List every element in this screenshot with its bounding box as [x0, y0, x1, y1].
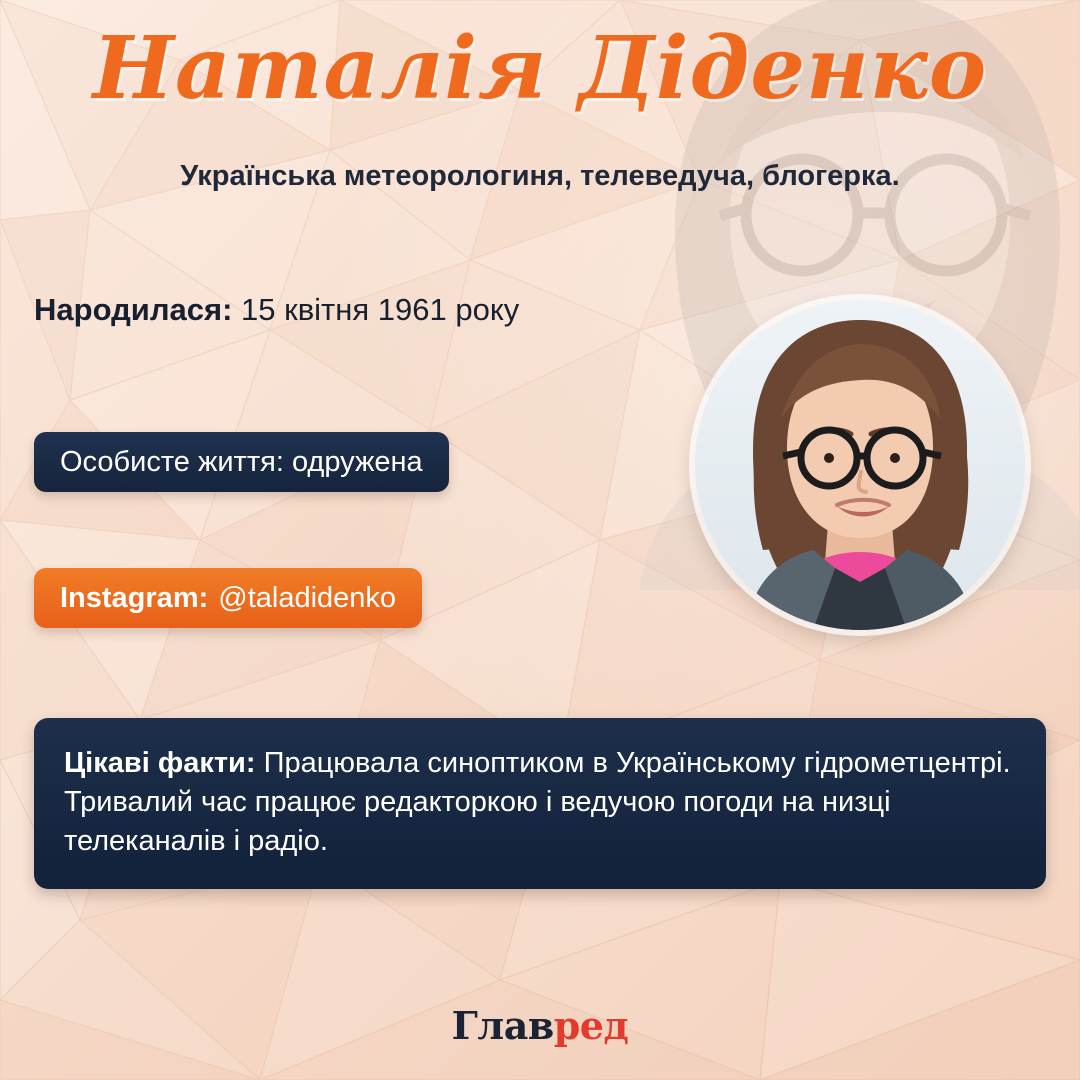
birth-label: Народилася:: [34, 292, 233, 327]
brand-logo: [0, 1003, 1080, 1048]
portrait-photo: [695, 300, 1025, 630]
instagram-badge[interactable]: [34, 568, 422, 628]
facts-block: [34, 718, 1046, 889]
portrait-illustration: [695, 300, 1025, 630]
personal-life-text: Особисте життя: одружена: [60, 445, 423, 478]
facts-label: Цікаві факти:: [64, 747, 256, 779]
page-title: Наталія Діденко: [92, 18, 988, 119]
logo-part-one: Глав: [451, 1003, 554, 1048]
facts-text: Працювала синоптиком в Українському гідрометцентрі. Тривалий час працює редакторкою і ведучою погоди на низці телеканалів і радіо.: [64, 747, 1011, 858]
logo-part-two: ред: [553, 1003, 629, 1048]
personal-life-badge: [34, 432, 449, 492]
birth-value: 15 квітня 1961 року: [241, 292, 520, 327]
birth-line: [34, 292, 519, 328]
subtitle: Українська метеорологиня, телеведуча, блогерка.: [180, 160, 900, 192]
instagram-handle[interactable]: @taladidenko: [218, 581, 397, 614]
instagram-label: Instagram:: [60, 581, 209, 614]
